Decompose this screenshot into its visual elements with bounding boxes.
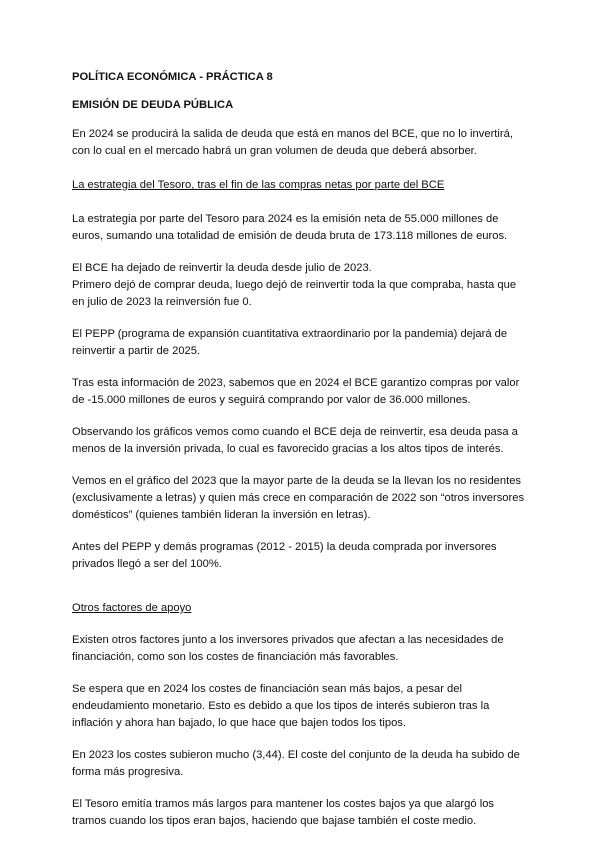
paragraph-financing-costs bbox=[72, 681, 540, 732]
paragraph-line: euros, sumando una totalidad de emisión de deuda bruta de 173.118 millones de euros. bbox=[72, 230, 508, 242]
paragraph-line: de -15.000 millones de euros y seguirá comprando por valor de 36.000 millones. bbox=[72, 394, 471, 406]
paragraph-line: financiación, como son los costes de financiación más favorables. bbox=[72, 651, 399, 663]
paragraph-line: inflación y ahora han bajado, lo que hace que bajen todos los tipos. bbox=[72, 717, 407, 729]
paragraph-line: Observando los gráficos vemos como cuando el BCE deja de reinvertir, esa deuda pasa a bbox=[72, 426, 518, 438]
paragraph-costs-2023 bbox=[72, 747, 540, 781]
paragraph-line: Se espera que en 2024 los costes de financiación sean más bajos, a pesar del bbox=[72, 683, 462, 695]
section-title-other-factors: Otros factores de apoyo bbox=[72, 602, 192, 614]
paragraph-line: Existen otros factores junto a los inversores privados que afectan a las necesidades de bbox=[72, 634, 504, 646]
paragraph-line: tramos cuando los tipos eran bajos, haciendo que bajase también el coste medio. bbox=[72, 815, 477, 827]
paragraph-line: forma más progresiva. bbox=[72, 766, 184, 778]
paragraph-line: En 2024 se producirá la salida de deuda que está en manos del BCE, que no lo invertirá, bbox=[72, 128, 513, 140]
paragraph-ecb-reinvestment bbox=[72, 260, 540, 311]
paragraph-line: Antes del PEPP y demás programas (2012 - 2015) la deuda comprada por inversores bbox=[72, 541, 497, 553]
paragraph-longer-tranches bbox=[72, 796, 540, 830]
paragraph-line: El BCE ha dejado de reinvertir la deuda desde julio de 2023. bbox=[72, 262, 372, 274]
paragraph-line: domésticos” (quienes también lideran la inversión en letras). bbox=[72, 509, 371, 521]
paragraph-pepp bbox=[72, 326, 540, 360]
paragraph-ecb-purchases bbox=[72, 375, 540, 409]
paragraph-line: El PEPP (programa de expansión cuantitativa extraordinario por la pandemia) dejará de bbox=[72, 328, 508, 340]
paragraph-line: (exclusivamente a letras) y quien más crece en comparación de 2022 son “otros inversores bbox=[72, 492, 525, 504]
paragraph-line: El Tesoro emitía tramos más largos para mantener los costes bajos ya que alargó los bbox=[72, 798, 495, 810]
document-heading-topic: EMISIÓN DE DEUDA PÚBLICA bbox=[72, 99, 234, 111]
paragraph-line: Tras esta información de 2023, sabemos que en 2024 el BCE garantizo compras por valor bbox=[72, 377, 520, 389]
paragraph-other-factors bbox=[72, 632, 540, 666]
paragraph-line: reinvertir a partir de 2025. bbox=[72, 345, 201, 357]
paragraph-before-pepp bbox=[72, 539, 540, 573]
paragraph-line: en julio de 2023 la reinversión fue 0. bbox=[72, 296, 252, 308]
paragraph-line: endeudamiento monetario. Esto es debido a que los tipos de interés subieron tras la bbox=[72, 700, 490, 712]
paragraph-line: privados llegó a ser del 100%. bbox=[72, 558, 222, 570]
paragraph-intro bbox=[72, 126, 540, 160]
paragraph-line: con lo cual en el mercado habrá un gran volumen de deuda que deberá absorber. bbox=[72, 145, 477, 157]
document-heading-course: POLÍTICA ECONÓMICA - PRÁCTICA 8 bbox=[72, 71, 273, 83]
section-title-treasury-strategy: La estrategia del Tesoro, tras el fin de las compras netas por parte del BCE bbox=[72, 179, 445, 191]
paragraph-private-investment bbox=[72, 424, 540, 458]
paragraph-line: menos de la inversión privada, lo cual es favorecido gracias a los altos tipos de interés. bbox=[72, 443, 504, 455]
paragraph-line: La estrategia por parte del Tesoro para 2024 es la emisión neta de 55.000 millones de bbox=[72, 213, 499, 225]
document-content bbox=[72, 70, 540, 830]
paragraph-net-issuance bbox=[72, 211, 540, 245]
paragraph-line: Primero dejó de comprar deuda, luego dejó de reinvertir toda la que compraba, hasta que bbox=[72, 279, 517, 291]
paragraph-line: Vemos en el gráfico del 2023 que la mayor parte de la deuda se la llevan los no residentes bbox=[72, 475, 522, 487]
paragraph-non-residents bbox=[72, 473, 540, 524]
paragraph-line: En 2023 los costes subieron mucho (3,44). El coste del conjunto de la deuda ha subido de bbox=[72, 749, 520, 761]
